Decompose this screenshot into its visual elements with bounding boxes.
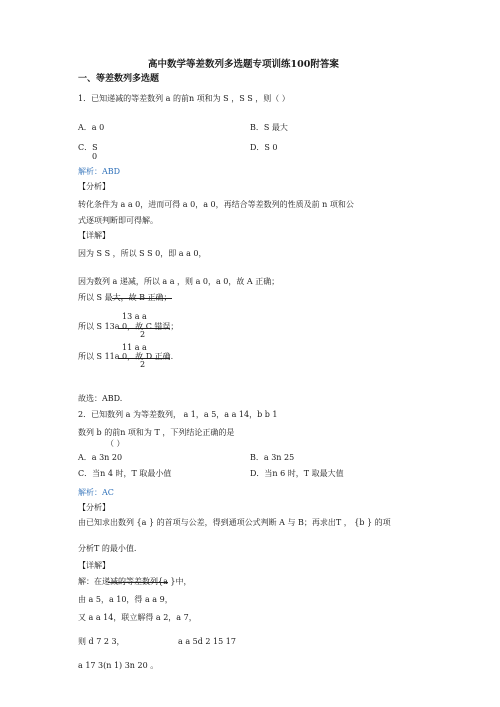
strike-line: [108, 582, 168, 583]
q2-stem-2: 数列 b 的前n 项和为 T ，下列结论正确的是: [78, 428, 235, 437]
q1-stem: 1．已知递减的等差数列 a 的前n 项和为 S ，S S ，则（ ）: [78, 94, 290, 103]
q1-option-d: D．S 0: [250, 143, 278, 152]
q2-detail-2: 由 a 5，a 10，得 a a 9，: [78, 595, 173, 604]
q1-option-b: B．S 最大: [250, 123, 288, 132]
q2-answer: 解析：AC: [78, 488, 114, 497]
section-heading: 一、等差数列多选题: [78, 74, 160, 84]
q2-option-d: D．当n 6 时，T 取最大值: [250, 469, 344, 478]
q2-detail-1: 解：在递减的等差数列{a }中，: [78, 577, 192, 586]
q2-analysis-tag: 【分析】: [78, 503, 110, 512]
q1-detail-2: 因为数列 a 递减，所以 a a ，则 a 0，a 0，故 A 正确；: [78, 277, 280, 286]
q2-detail-5: a 17 3(n 1) 3n 20 。: [78, 661, 159, 670]
q1-analysis-tag: 【分析】: [78, 182, 110, 191]
q2-detail-tag: 【详解】: [78, 561, 110, 570]
q2-stem-3: （ ）: [106, 439, 125, 448]
q1-answer: 解析：ABD: [78, 167, 121, 176]
q1-detail-5-denominator: 2: [140, 360, 146, 369]
q2-analysis-2: 分析T 的最小值.: [78, 544, 137, 553]
q1-detail-5: 所以 S 11a 0，故 D 正确.: [78, 352, 174, 361]
q2-stem: 2．已知数列 a 为等差数列， a 1，a 5，a a 14，b b 1: [78, 410, 278, 419]
q1-detail-1: 因为 S S ，所以 S S 0，即 a a 0，: [78, 249, 207, 258]
q2-detail-3: 又 a a 14，联立解得 a 2，a 7，: [78, 613, 197, 622]
q1-analysis-2: 式逐项判断即可得解。: [78, 216, 158, 225]
q2-option-a: A．a 3n 20: [78, 453, 123, 462]
q1-detail-4-numerator: 13 a a: [122, 312, 147, 321]
q2-detail-4: 则 d 7 2 3，: [78, 637, 125, 646]
q1-detail-4-denominator: 2: [140, 330, 146, 339]
q1-analysis: 转化条件为 a a 0，进而可得 a 0，a 0，再结合等差数列的性质及前 n 项和公: [78, 200, 354, 209]
q1-final: 故选：ABD.: [78, 394, 123, 403]
q2-analysis: 由已知求出数列 {a } 的首项与公差，得到通项公式判断 A 与 B；再求出T ， {b } 的项: [78, 518, 391, 527]
q2-detail-4b: a a 5d 2 15 17: [178, 637, 236, 646]
q2-option-b: B．a 3n 25: [250, 453, 295, 462]
doc-title: 高中数学等差数列多选题专项训练100附答案: [148, 59, 339, 70]
q1-option-c-value: 0: [92, 152, 98, 161]
q1-option-c: C．S: [78, 143, 98, 152]
strike-line: [112, 298, 172, 299]
q1-detail-tag: 【详解】: [78, 231, 110, 240]
q1-option-a: A．a 0: [78, 123, 105, 132]
q1-detail-4: 所以 S 13a 0，故 C 错误；: [78, 322, 179, 331]
q1-detail-5-numerator: 11 a a: [122, 343, 147, 352]
q2-option-c: C．当n 4 时，T 取最小值: [78, 469, 172, 478]
q1-detail-3: 所以 S 最大，故 B 正确；: [78, 293, 172, 302]
